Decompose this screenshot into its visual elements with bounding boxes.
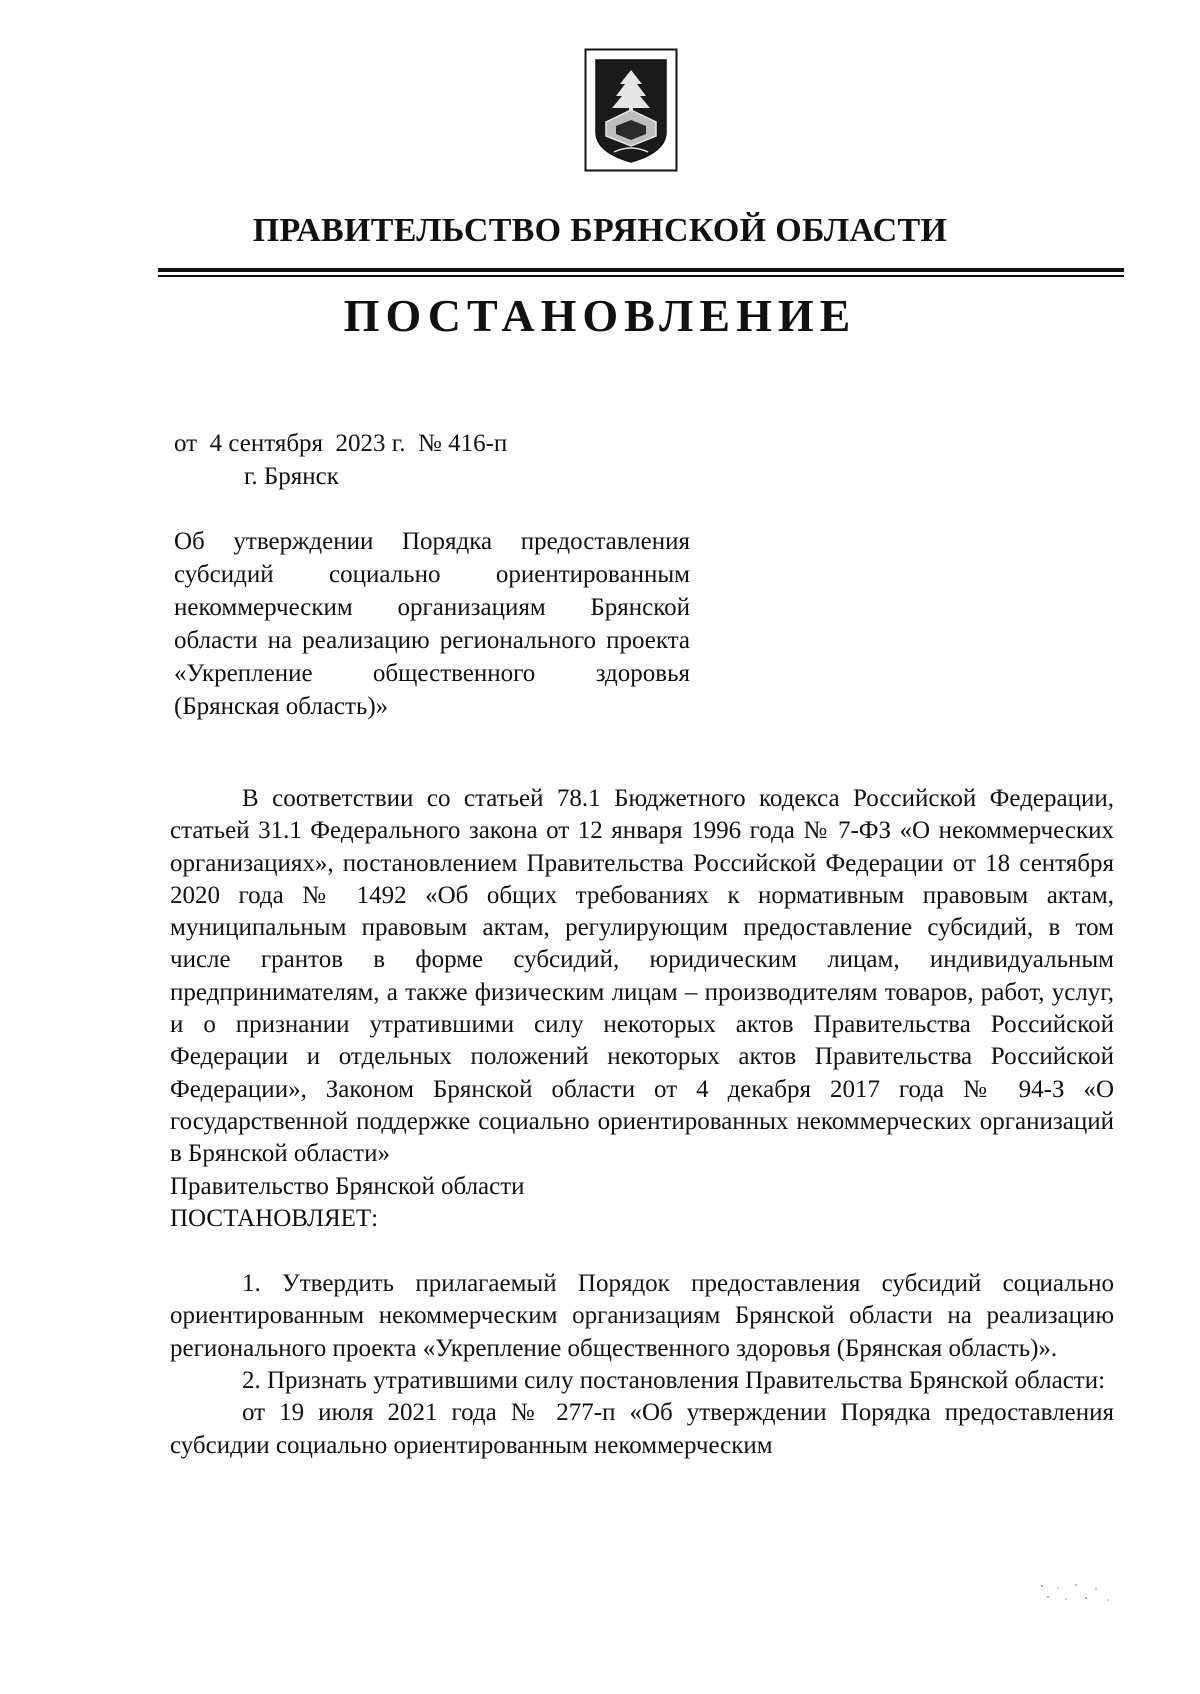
document-type-title: ПОСТАНОВЛЕНИЕ bbox=[343, 290, 857, 341]
resolves-line: ПОСТАНОВЛЯЕТ: bbox=[170, 1204, 379, 1232]
document-subject: Об утверждении Порядка предоставления субсидий социально ориентированным некоммерческим организациям Брянской области на реализацию регионального проекта «Укрепление общественного здоровья (Брянская область)» bbox=[174, 528, 690, 720]
city: г. Брянск bbox=[244, 463, 339, 490]
scan-artifact bbox=[1036, 1582, 1116, 1604]
header-divider-thin bbox=[158, 275, 1124, 277]
government-title: ПРАВИТЕЛЬСТВО БРЯНСКОЙ ОБЛАСТИ bbox=[252, 212, 948, 249]
item-2-paragraph: 2. Признать утратившими силу постановления Правительства Брянской области: bbox=[242, 1367, 1106, 1395]
date-and-number: от 4 сентября 2023 г. № 416-п bbox=[174, 430, 508, 457]
header-divider-thick bbox=[158, 268, 1124, 272]
item-1-paragraph: 1. Утвердить прилагаемый Порядок предоставления субсидий социально ориентированным некоммерческим организациям Брянской области на реализацию регионального проекта «Укрепление общественного здоровья (Брянская область)». bbox=[170, 1270, 1114, 1362]
issuer-line: Правительство Брянской области bbox=[170, 1172, 525, 1200]
item-2a-paragraph: от 19 июля 2021 года № 277-п «Об утверждении Порядка предоставления субсидии социально ориентированным некоммерческим bbox=[170, 1399, 1114, 1459]
preamble-paragraph: В соответствии со статьей 78.1 Бюджетного кодекса Российской Федерации, статьей 31.1 Федерального закона от 12 января 1996 года № 7-ФЗ «О некоммерческих организациях», постановлением Правительства Российской Федерации от 18 сентября 2020 года № 1492 «Об общих требованиях к нормативным правовым актам, муниципальным правовым актам, регулирующим предоставление субсидий, в том числе грантов в форме субсидий, юридическим лицам, индивидуальным предпринимателям, а также физическим лицам – производителям товаров, работ, услуг, и о признании утратившими силу некоторых актов Правительства Российской Федерации и отдельных положений некоторых актов Правительства Российской Федерации», Законом Брянской области от 4 декабря 2017 года № 94-З «О государственной поддержке социально ориентированных некоммерческих организаций в Брянской области» bbox=[170, 785, 1114, 1168]
document-body bbox=[170, 783, 1114, 1462]
coat-of-arms-icon bbox=[584, 48, 678, 172]
